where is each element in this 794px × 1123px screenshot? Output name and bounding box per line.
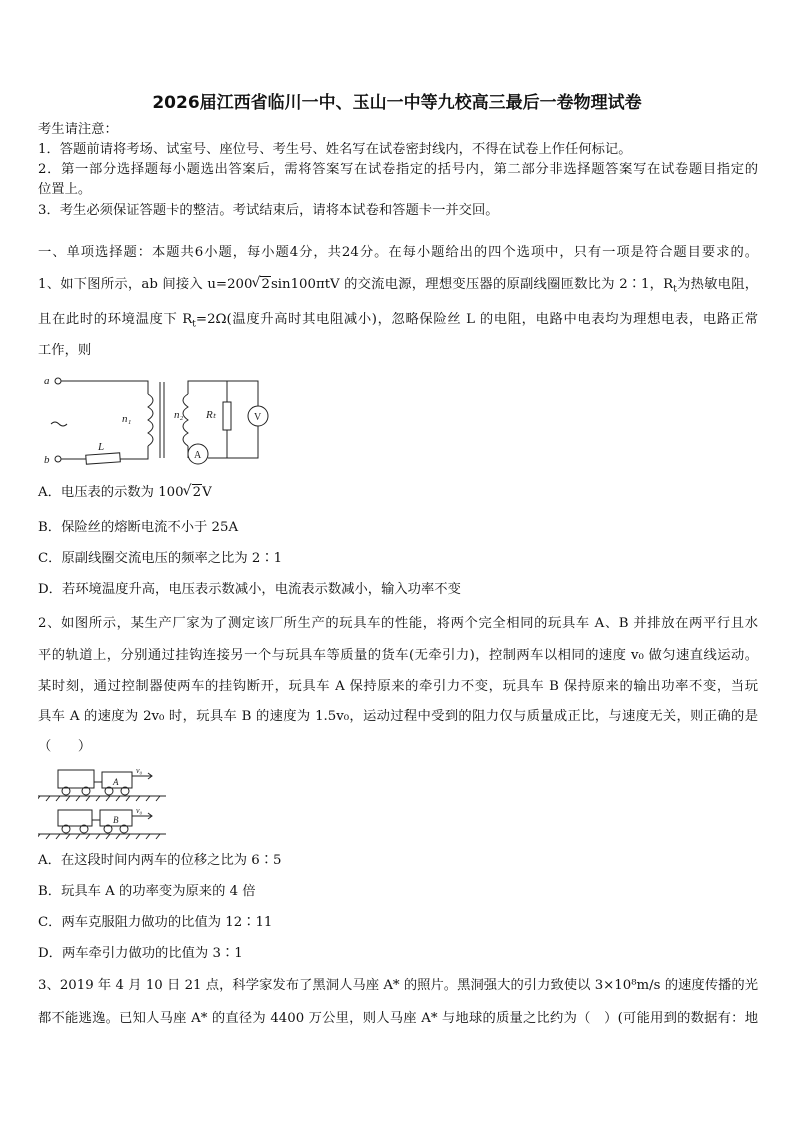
option-d: D．若环境温度升高，电压表示数减小，电流表示数减小，输入功率不变 — [38, 582, 461, 597]
question-2-line: 平的轨道上，分别通过挂钩连接另一个与玩具车等质量的货车(无牵引力)，控制两车以相同的速度 v₀ 做匀速直线运动。 — [38, 648, 758, 663]
question-2-line: 某时刻，通过控制器使两车的挂钩断开，玩具车 A 保持原来的牵引力不变，玩具车 B 保持原来的输出功率不变，当玩 — [38, 679, 758, 694]
n2-label: n₂ — [174, 409, 184, 421]
question-2-line: （ ） — [38, 739, 92, 754]
car-a-label: A — [113, 777, 119, 787]
question-1-line: 且在此时的环境温度下 $R_t=2\Omega$(温度升高时其电阻减小)，忽略保险丝 L 的电阻，电路中电表均为理想电表，电路正常 — [38, 312, 758, 330]
notice-item: 位置上。 — [38, 182, 92, 197]
fuse-label: L — [98, 441, 105, 453]
question-3-line: 3、2019 年 4 月 10 日 21 点，科学家发布了黑洞人马座 A* 的照片。黑洞强大的引力致使以 3×10⁸m/s 的速度传播的光 — [38, 978, 758, 993]
terminal-b-label: b — [44, 454, 50, 466]
notice-item: 1．答题前请将考场、试室号、座位号、考生号、姓名写在试卷密封线内，不得在试卷上作任何标记。 — [38, 142, 632, 157]
question-2-line: 具车 A 的速度为 2v₀ 时，玩具车 B 的速度为 1.5v₀，运动过程中受到的阻力仅与质量成正比，与速度无关，则正确的是 — [38, 709, 758, 724]
rt-label: Rₜ — [206, 409, 216, 421]
notice-item: 2．第一部分选择题每小题选出答案后，需将答案写在试卷指定的括号内，第二部分非选择题答案写在试卷题目指定的 — [38, 162, 758, 177]
sqrt-symbol: √ 2 — [184, 484, 202, 502]
question-1-line: 工作，则 — [38, 343, 92, 358]
option-d: D．两车牵引力做功的比值为 3∶1 — [38, 946, 243, 961]
notice-item: 3．考生必须保证答题卡的整洁。考试结束后，请将本试卷和答题卡一并交回。 — [38, 203, 499, 218]
notice-heading: 考生请注意： — [38, 122, 118, 137]
question-2-line: 2、如图所示，某生产厂家为了测定该厂所生产的玩具车的性能，将两个完全相同的玩具车 A、B 并排放在两平行且水 — [38, 616, 758, 631]
option-b: B．玩具车 A 的功率变为原来的 4 倍 — [38, 884, 256, 899]
option-a: A．电压表的示数为 100√ 2V — [38, 484, 758, 502]
question-3-line: 都不能逃逸。已知人马座 A* 的直径为 4400 万公里，则人马座 A* 与地球的质量之比约为（ ）(可能用到的数据有：地 — [38, 1011, 758, 1026]
ammeter-label: A — [194, 450, 202, 461]
sqrt-symbol: √ 2 — [252, 276, 270, 294]
velocity-label: v₀ — [136, 806, 143, 815]
page-title: 2026届江西省临川一中、玉山一中等九校高三最后一卷物理试卷 — [152, 93, 642, 113]
n1-label: n₁ — [122, 413, 132, 425]
terminal-a-label: a — [44, 375, 50, 387]
option-b: B．保险丝的熔断电流不小于 25A — [38, 520, 239, 535]
velocity-label: v₀ — [136, 766, 143, 775]
section-heading: 一、单项选择题：本题共6小题，每小题4分，共24分。在每小题给出的四个选项中，只有一项是符合题目要求的。 — [38, 245, 758, 260]
voltmeter-label: V — [254, 412, 262, 423]
option-c: C．原副线圈交流电压的频率之比为 2∶1 — [38, 551, 283, 566]
car-b-label: B — [113, 815, 119, 825]
option-a: A．在这段时间内两车的位移之比为 6∶5 — [38, 853, 282, 868]
toy-car-diagram — [38, 762, 168, 840]
option-c: C．两车克服阻力做功的比值为 12∶11 — [38, 915, 273, 930]
question-1-line: 1、如下图所示，ab 间接入 u=200√ 2sin100πtV 的交流电源，理想变压器的原副线圈匝数比为 2∶1，$R_t$为热敏电阻， — [38, 276, 758, 299]
transformer-circuit-diagram — [38, 370, 278, 470]
